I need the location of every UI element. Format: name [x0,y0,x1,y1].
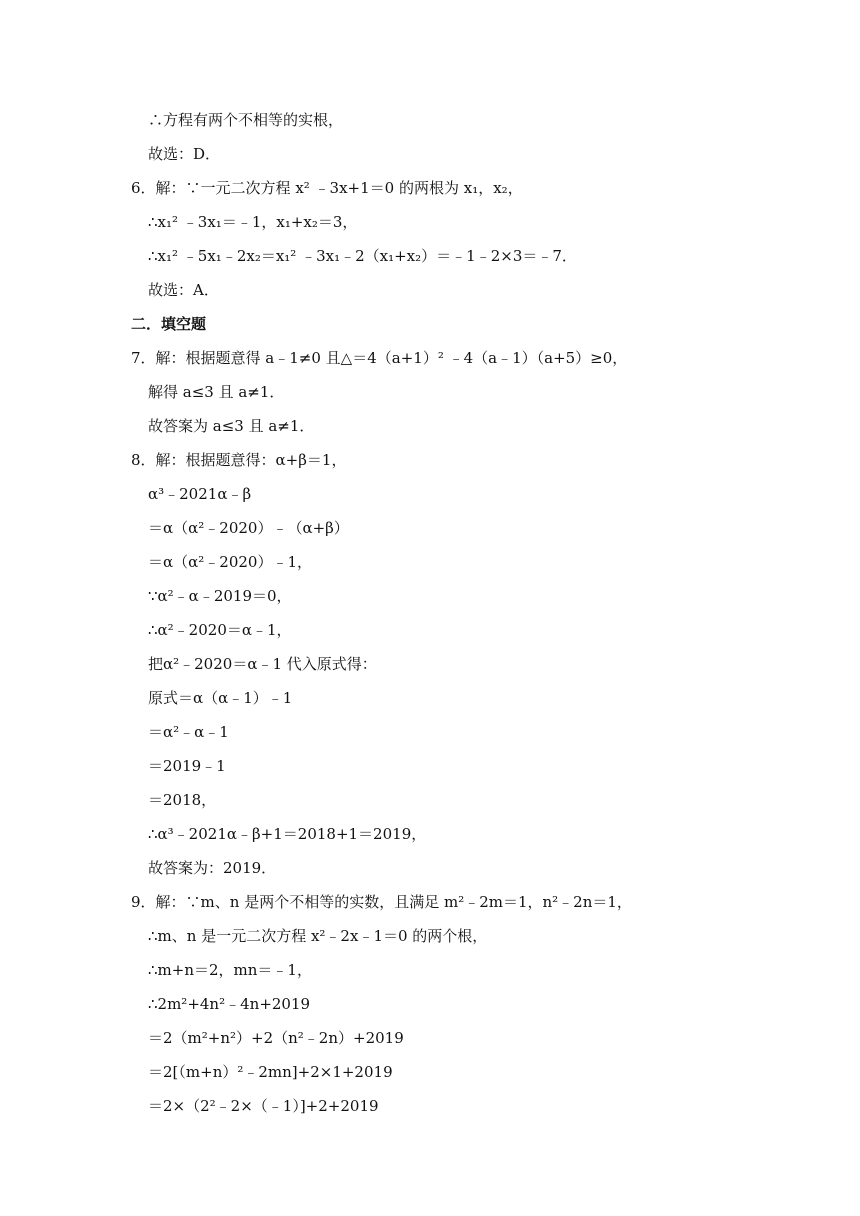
text-line: 故选：A． [148,281,219,299]
text-line: 故答案为 a≤3 且 a≠1． [148,417,315,435]
text-line: 把α²﹣2020＝α﹣1 代入原式得： [148,655,377,673]
text-line: 故答案为：2019． [148,859,277,877]
text-line: ∴α³﹣2021α﹣β+1＝2018+1＝2019， [148,825,427,843]
text-line: ∴m+n＝2，mn＝﹣1， [148,961,312,979]
question-9-line: 9．解：∵m、n 是两个不相等的实数，且满足 m²﹣2m＝1，n²﹣2n＝1， [131,893,632,911]
section-heading: 二．填空题 [131,315,207,333]
text-line: ∴2m²+4n²﹣4n+2019 [148,995,311,1013]
text-line: ∴α²﹣2020＝α﹣1， [148,621,292,639]
question-8-line: 8．解：根据题意得：α+β＝1， [131,451,347,469]
question-6-line: 6．解：∵一元二次方程 x² ﹣3x+1＝0 的两根为 x₁，x₂， [131,179,523,197]
text-line: ＝2019﹣1 [148,757,226,775]
text-line: ＝2[（m+n）²﹣2mn]+2×1+2019 [148,1063,393,1081]
text-line: ＝α（α²﹣2020）﹣（α+β） [148,519,349,537]
text-line: ＝α（α²﹣2020）﹣1， [148,553,312,571]
text-line: ＝2×（2²﹣2×（﹣1）]+2+2019 [148,1097,379,1115]
text-line: ＝2（m²+n²）+2（n²﹣2n）+2019 [148,1029,404,1047]
question-7-line: 7．解：根据题意得 a﹣1≠0 且△＝4（a+1）² ﹣4（a﹣1）（a+5）≥0， [131,349,628,367]
text-line: ∴x₁² ﹣3x₁＝﹣1，x₁+x₂＝3， [148,213,358,231]
text-line: α³﹣2021α﹣β [148,485,252,503]
text-line: ∴x₁² ﹣5x₁﹣2x₂＝x₁² ﹣3x₁﹣2（x₁+x₂）＝﹣1﹣2×3＝﹣7． [148,247,577,265]
text-line: ∵α²﹣α﹣2019＝0， [148,587,292,605]
text-line: ＝2018， [148,791,217,809]
text-line: 原式＝α（α﹣1）﹣1 [148,689,293,707]
text-line: ∴方程有两个不相等的实根， [148,111,344,129]
text-line: ∴m、n 是一元二次方程 x²﹣2x﹣1＝0 的两个根， [148,927,488,945]
text-line: ＝α²﹣α﹣1 [148,723,229,741]
text-line: 解得 a≤3 且 a≠1． [148,383,285,401]
text-line: 故选：D． [148,145,221,163]
